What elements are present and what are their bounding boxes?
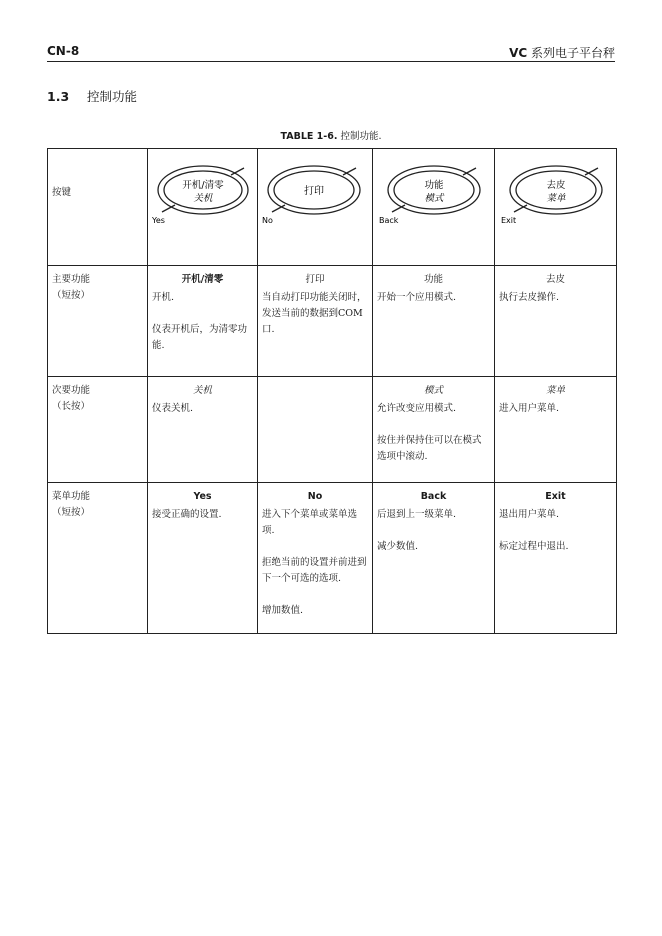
cell-text: 开始一个应用模式. [377, 292, 457, 303]
cell-text: 拒绝当前的设置并前进到下一个可选的选项. [262, 557, 367, 584]
section-title: 控制功能 [87, 89, 138, 104]
row-label-line2: （短按） [52, 290, 91, 301]
section-heading [47, 87, 137, 105]
secondary-menu-cell [495, 377, 617, 483]
cell-title: 打印 [305, 274, 325, 285]
cell-title: 菜单 [545, 385, 565, 396]
cell-text: 执行去皮操作. [499, 292, 560, 303]
cell-text: 进入用户菜单. [499, 403, 560, 414]
cell-text: 标定过程中退出. [499, 541, 569, 552]
table-caption [0, 128, 662, 142]
secondary-off-cell [148, 377, 258, 483]
cell-text: 减少数值. [377, 541, 419, 552]
menu-function-label [48, 483, 148, 634]
cell-text: 接受正确的设置. [152, 509, 222, 520]
control-functions-table [47, 148, 617, 634]
row-label-line2: （短按） [52, 507, 91, 518]
cell-text: 仪表开机后，为清零功能. [152, 324, 248, 351]
page-number: CN-8 [47, 44, 80, 58]
cell-text: 按住并保持住可以在模式选项中滚动. [377, 435, 482, 462]
menu-exit-cell [495, 483, 617, 634]
key-function-mode-corner: Back [379, 216, 399, 225]
primary-function-cell [373, 266, 495, 377]
secondary-mode-cell [373, 377, 495, 483]
secondary-function-row [48, 377, 617, 483]
cell-text: 当自动打印功能关闭时，发送当前的数据到COM口. [262, 292, 367, 335]
key-tare-menu-corner: Exit [501, 216, 517, 225]
cell-text: 开机. [152, 292, 175, 303]
document-title-model: VC [509, 46, 528, 60]
cell-text: 后退到上一级菜单. [377, 509, 457, 520]
row-label-line2: （长按） [52, 401, 91, 412]
cell-title: No [307, 491, 323, 502]
cell-text: 进入下个菜单或菜单选项. [262, 509, 358, 536]
cell-text: 增加数值. [262, 605, 304, 616]
cell-title: Back [420, 491, 447, 502]
primary-function-label [48, 266, 148, 377]
key-on-zero-off-line1: 开机/清零 [182, 180, 224, 191]
key-row-label: 按键 [48, 149, 148, 266]
menu-no-cell [258, 483, 373, 634]
primary-print-cell [258, 266, 373, 377]
row-label-line1: 菜单功能 [52, 491, 91, 502]
section-number: 1.3 [47, 89, 70, 104]
document-title [509, 44, 615, 61]
menu-back-cell [373, 483, 495, 634]
cell-title: 开机/清零 [181, 274, 224, 285]
print-key-icon [258, 149, 373, 229]
cell-title: 模式 [423, 385, 443, 396]
row-label-line1: 次要功能 [52, 385, 91, 396]
key-print-corner: No [262, 216, 273, 225]
table-caption-label: TABLE 1-6. [280, 131, 338, 142]
primary-tare-cell [495, 266, 617, 377]
row-label-line1: 主要功能 [52, 274, 91, 285]
key-on-zero-off-line2: 关机 [193, 193, 213, 204]
key-function-mode-line1: 功能 [424, 180, 444, 191]
secondary-function-label [48, 377, 148, 483]
document-title-text: 系列电子平台秤 [527, 46, 615, 60]
on-zero-off-key-icon [148, 149, 258, 229]
cell-text: 仪表关机. [152, 403, 194, 414]
menu-function-row [48, 483, 617, 634]
header-rule [47, 61, 615, 62]
cell-text: 允许改变应用模式. [377, 403, 457, 414]
cell-title: 去皮 [545, 274, 565, 285]
menu-yes-cell [148, 483, 258, 634]
key-tare-menu-line1: 去皮 [546, 180, 566, 191]
cell-title: Exit [545, 491, 566, 502]
key-row [48, 149, 617, 266]
key-function-mode-line2: 模式 [424, 193, 444, 204]
key-on-zero-off [148, 149, 258, 266]
primary-on-zero-cell [148, 266, 258, 377]
primary-function-row [48, 266, 617, 377]
key-on-zero-off-corner: Yes [152, 216, 165, 225]
key-print-line1: 打印 [304, 186, 324, 197]
key-print [258, 149, 373, 266]
cell-title: 关机 [192, 385, 212, 396]
cell-title: Yes [193, 491, 212, 502]
cell-text: 退出用户菜单. [499, 509, 560, 520]
key-tare-menu [495, 149, 617, 266]
table-caption-text: 控制功能. [337, 131, 382, 142]
cell-title: 功能 [423, 274, 443, 285]
secondary-print-cell [258, 377, 373, 483]
key-function-mode [373, 149, 495, 266]
key-tare-menu-line2: 菜单 [546, 193, 566, 204]
tare-menu-key-icon [495, 149, 617, 229]
function-mode-key-icon [373, 149, 495, 229]
